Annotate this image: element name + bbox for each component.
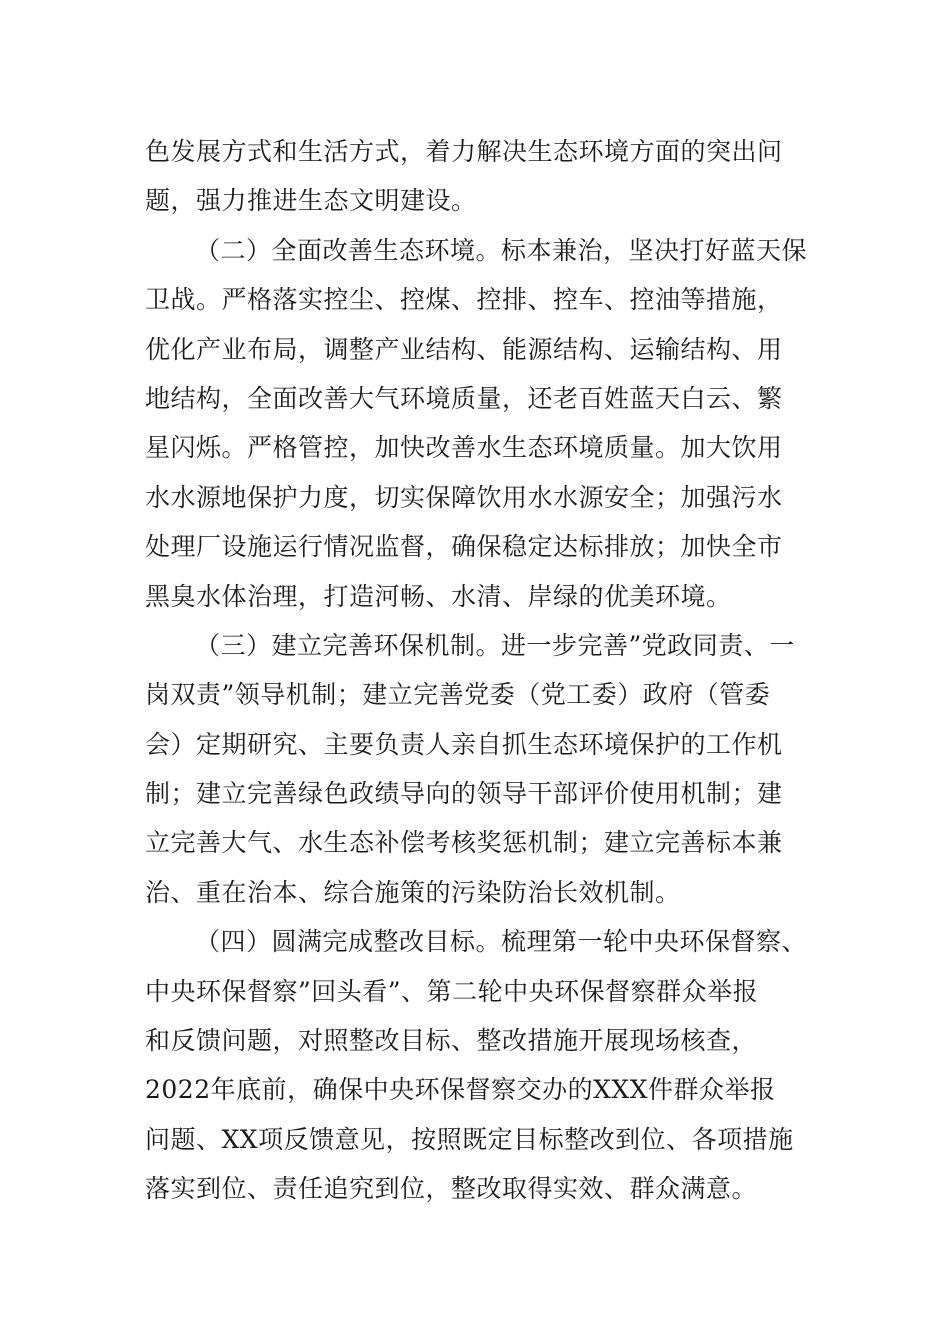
text-line: 问题、XX项反馈意见，按照既定目标整改到位、各项措施: [145, 1124, 794, 1154]
text-line: 题，强力推进生态文明建设。: [145, 186, 477, 216]
text-line: 治、重在治本、综合施策的污染防治长效机制。: [145, 877, 681, 907]
text-line: 色发展方式和生活方式，着力解决生态环境方面的突出问: [145, 137, 783, 166]
text-line: 中央环保督察”回头看”、第二轮中央环保督察群众举报: [145, 976, 759, 1006]
document-body: [145, 127, 815, 1214]
text-line: 岗双责”领导机制；建立完善党委（党工委）政府（管委: [145, 680, 771, 710]
text-line: 2022年底前，确保中央环保督察交办的XXX件群众举报: [145, 1075, 776, 1105]
text-line: 星闪烁。严格管控，加快改善水生态环境质量。加大饮用: [145, 433, 783, 463]
text-line: 立完善大气、水生态补偿考核奖惩机制；建立完善标本兼: [145, 828, 783, 858]
text-line: 优化产业布局，调整产业结构、能源结构、运输结构、用: [145, 334, 783, 364]
text-line: 黑臭水体治理，打造河畅、水清、岸绿的优美环境。: [145, 581, 732, 611]
section-heading-line: （二）全面改善生态环境。标本兼治，坚决打好蓝天保: [195, 235, 808, 265]
text-line: 处理厂设施运行情况监督，确保稳定达标排放；加快全市: [145, 532, 783, 562]
text-line: 地结构，全面改善大气环境质量，还老百姓蓝天白云、繁: [145, 383, 783, 413]
text-line: 卫战。严格落实控尘、控煤、控排、控车、控油等措施，: [145, 285, 783, 315]
section-heading-line: （四）圆满完成整改目标。梳理第一轮中央环保督察、: [195, 927, 808, 957]
text-line: 会）定期研究、主要负责人亲自抓生态环境保护的工作机: [145, 729, 783, 759]
text-line: 制；建立完善绿色政绩导向的领导干部评价使用机制；建: [145, 779, 783, 809]
text-line: 和反馈问题，对照整改目标、整改措施开展现场核查，: [145, 1026, 758, 1056]
text-line: 水水源地保护力度，切实保障饮用水水源安全；加强污水: [145, 482, 783, 512]
text-line: 落实到位、责任追究到位，整改取得实效、群众满意。: [145, 1174, 758, 1204]
section-heading-line: （三）建立完善环保机制。进一步完善”党政同责、一: [195, 630, 795, 660]
